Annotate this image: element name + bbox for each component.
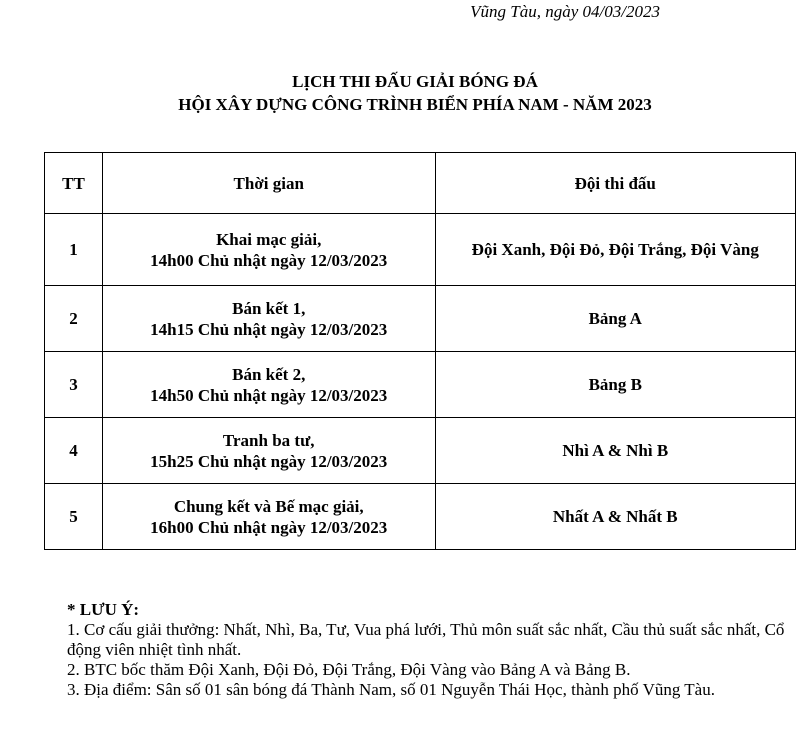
row-time-datetime: 14h50 Chủ nhật ngày 12/03/2023 — [150, 385, 388, 405]
note-item: 2. BTC bốc thăm Đội Xanh, Đội Đỏ, Đội Trắng, Đội Vàng vào Bảng A và Bảng B. — [67, 660, 631, 679]
header-time: Thời gian — [102, 153, 435, 214]
row-number: 3 — [45, 352, 103, 418]
row-teams: Bảng B — [435, 352, 795, 418]
row-teams: Bảng A — [435, 286, 795, 352]
notes-section — [67, 600, 797, 700]
schedule-table — [44, 152, 796, 550]
table-row — [45, 484, 796, 550]
row-time-datetime: 14h00 Chủ nhật ngày 12/03/2023 — [150, 250, 388, 270]
table-row — [45, 352, 796, 418]
document-date: Vũng Tàu, ngày 04/03/2023 — [470, 2, 660, 21]
table-row — [45, 418, 796, 484]
title-line-2: HỘI XÂY DỰNG CÔNG TRÌNH BIỂN PHÍA NAM - NĂM 2023 — [178, 95, 652, 114]
row-number: 1 — [45, 214, 103, 286]
row-time-event: Bán kết 1, — [232, 298, 306, 318]
table-header-row — [45, 153, 796, 214]
row-time-event: Tranh ba tư, — [222, 430, 315, 450]
row-time — [102, 484, 435, 550]
header-teams: Đội thi đấu — [435, 153, 795, 214]
row-number: 4 — [45, 418, 103, 484]
row-time — [102, 352, 435, 418]
title-line-1: LỊCH THI ĐẤU GIẢI BÓNG ĐÁ — [292, 72, 538, 91]
row-teams: Nhất A & Nhất B — [435, 484, 795, 550]
document-title — [0, 70, 800, 116]
row-time-datetime: 16h00 Chủ nhật ngày 12/03/2023 — [150, 517, 388, 537]
row-time — [102, 286, 435, 352]
notes-heading: * LƯU Ý: — [67, 600, 140, 619]
row-time — [102, 214, 435, 286]
row-time-event: Bán kết 2, — [232, 364, 306, 384]
row-number: 2 — [45, 286, 103, 352]
note-item: 1. Cơ cấu giải thưởng: Nhất, Nhì, Ba, Tư, Vua phá lưới, Thủ môn suất sắc nhất, Cầu thủ suất sắc nhất, Cổ động viên nhiệt tình nhất. — [67, 620, 785, 659]
row-time-datetime: 15h25 Chủ nhật ngày 12/03/2023 — [150, 451, 388, 471]
table-row — [45, 214, 796, 286]
row-time-datetime: 14h15 Chủ nhật ngày 12/03/2023 — [150, 319, 388, 339]
row-time-event: Chung kết và Bế mạc giải, — [173, 496, 364, 516]
table-row — [45, 286, 796, 352]
row-teams: Đội Xanh, Đội Đỏ, Đội Trắng, Đội Vàng — [435, 214, 795, 286]
row-number: 5 — [45, 484, 103, 550]
row-time — [102, 418, 435, 484]
row-time-event: Khai mạc giải, — [216, 229, 322, 249]
row-teams: Nhì A & Nhì B — [435, 418, 795, 484]
note-item: 3. Địa điểm: Sân số 01 sân bóng đá Thành Nam, số 01 Nguyễn Thái Học, thành phố Vũng Tàu. — [67, 680, 715, 699]
header-tt: TT — [45, 153, 103, 214]
